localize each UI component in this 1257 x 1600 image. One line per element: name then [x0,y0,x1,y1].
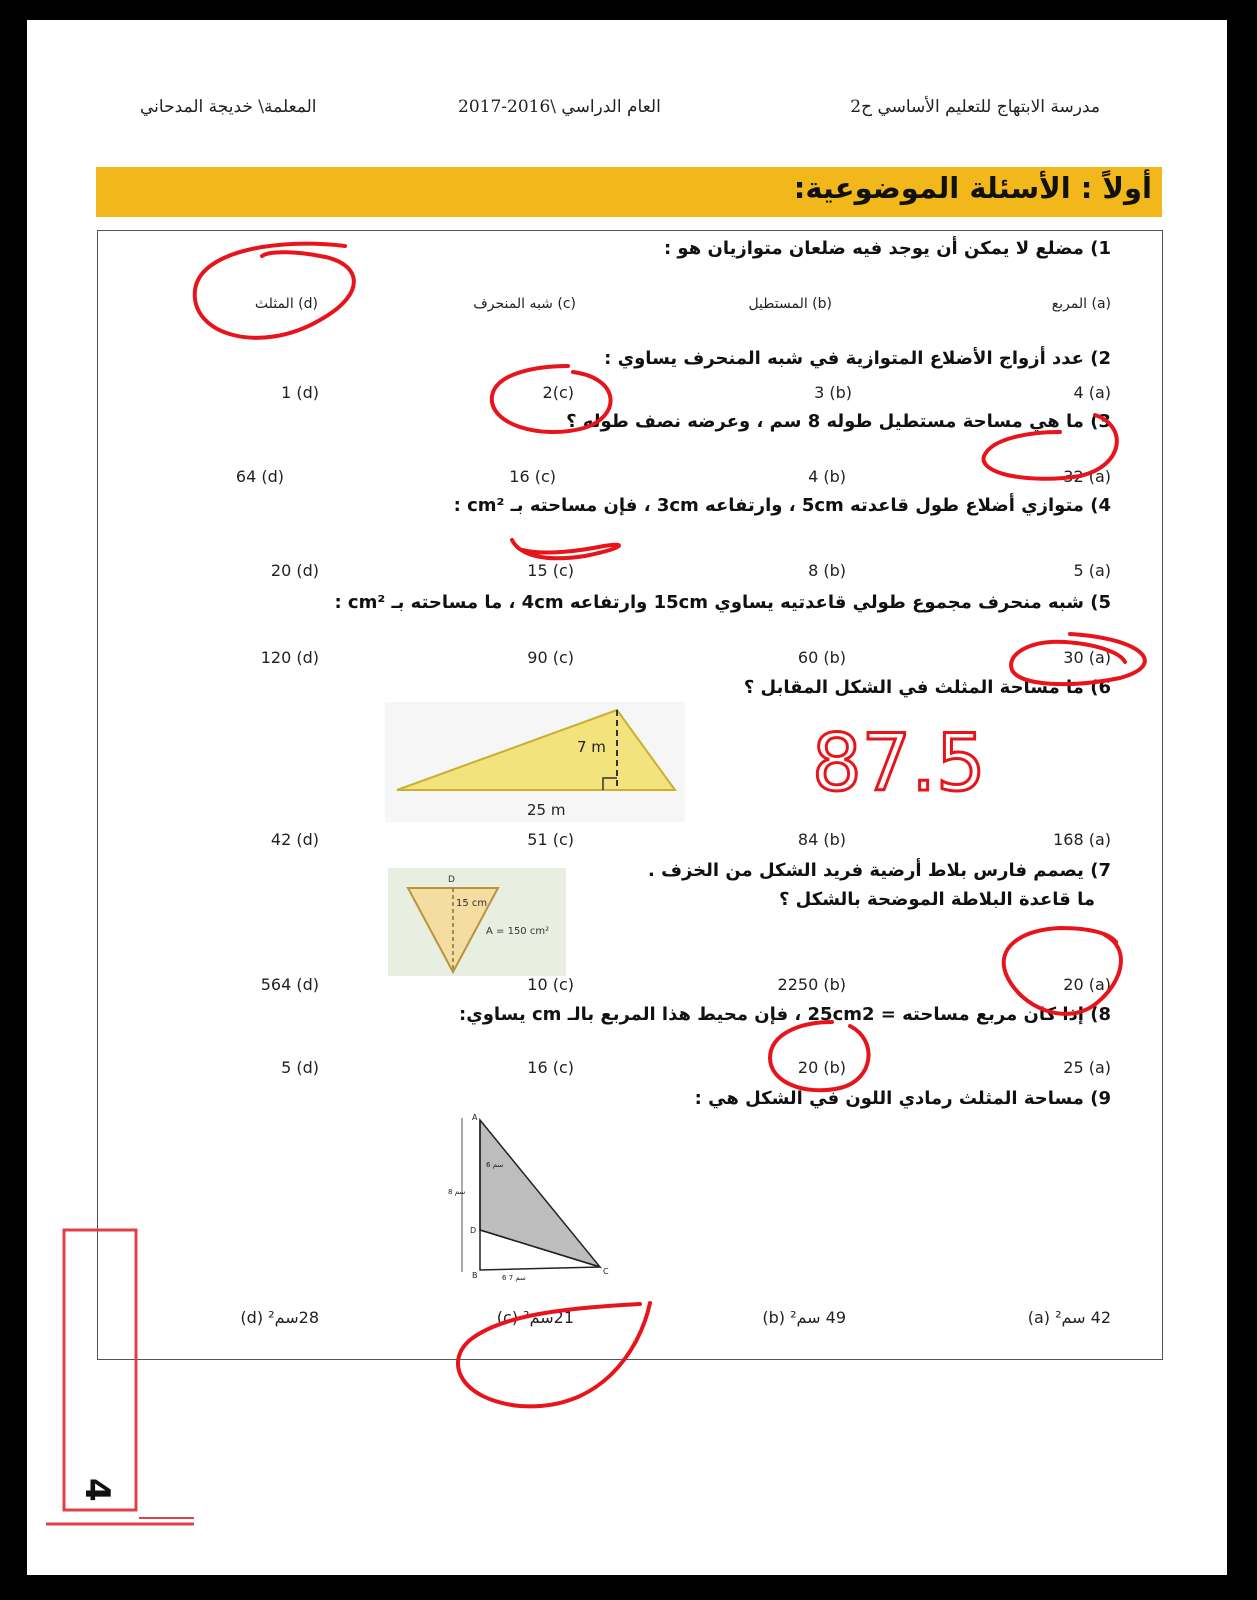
question-text: إذا كان مربع مساحته = 25cm2 ، فإن محيط هذا المربع بالـ cm يساوي: [459,1004,1084,1025]
question-number: 9) [1090,1088,1111,1109]
vertex-label: D [448,875,455,885]
answer-circle-q1 [195,244,354,338]
option-d[interactable]: 120 (d) [260,648,319,667]
question-text: ما مساحة المثلث في الشكل المقابل ؟ [743,677,1084,698]
option-a[interactable]: 5 (a) [1073,561,1111,580]
answer-circle-q9 [458,1303,650,1406]
option-d[interactable]: 28سم² (d) [240,1308,319,1327]
question-number: 8) [1090,1004,1111,1025]
option-a[interactable]: 32 (a) [1063,467,1111,486]
option-c[interactable]: 51 (c) [527,830,574,849]
option-b[interactable]: 8 (b) [808,561,846,580]
handwritten-answer-q6: 87.5 [812,719,986,809]
area-label: A = 150 cm² [486,926,550,937]
vertex-b: B [472,1271,478,1280]
option-d[interactable]: 5 (d) [281,1058,319,1077]
vertex-c: C [603,1267,609,1276]
height-label: 15 cm [456,898,488,909]
question-text: ما هي مساحة مستطيل طوله 8 سم ، وعرضه نصف طوله ؟ [566,411,1084,432]
question-number: 2) [1090,348,1111,369]
option-c[interactable]: 10 (c) [527,975,574,994]
option-b[interactable]: 20 (b) [797,1058,846,1077]
question-number: 5) [1090,592,1111,613]
answer-circle-q2 [492,366,611,432]
option-a[interactable]: 30 (a) [1063,648,1111,667]
option-a[interactable]: 4 (a) [1073,383,1111,402]
option-d[interactable]: 20 (d) [270,561,319,580]
option-b[interactable]: 84 (b) [797,830,846,849]
vertex-d: D [470,1226,477,1235]
option-b[interactable]: (b) المستطيل [748,296,832,312]
base-label: 6 سم 7 [502,1274,526,1282]
option-c[interactable]: 15 (c) [527,561,574,580]
question-number: 3) [1090,411,1111,432]
option-b[interactable]: 60 (b) [797,648,846,667]
answer-circle-q3 [984,415,1117,479]
question-number: 7) [1090,860,1111,881]
option-d[interactable]: 1 (d) [281,383,319,402]
section-title: أولاً : الأسئلة الموضوعية: [793,171,1152,205]
option-c[interactable]: 16 (c) [527,1058,574,1077]
question-text: متوازي أضلاع طول قاعدته 5cm ، وارتفاعه 3cm ، فإن مساحته بـ cm² : [453,495,1084,516]
option-c[interactable]: 16 (c) [509,467,556,486]
answer-circle-q7 [1004,928,1121,1014]
marker-box [64,1230,136,1510]
teacher-name: المعلمة\ خديجة المدحاني [140,97,317,117]
question-text: شبه منحرف مجموع طولي قاعدتيه يساوي 15cm وارتفاعه 4cm ، ما مساحته بـ cm² : [334,592,1084,613]
base-label: 25 m [527,801,566,819]
answer-circle-q8 [770,1022,869,1090]
option-d[interactable]: 64 (d) [235,467,284,486]
option-a[interactable]: 42 سم² (a) [1027,1308,1111,1327]
inner-label: 6 سم [486,1161,504,1169]
school-year: العام الدراسي \2016-2017 [458,97,661,117]
vertex-a: A [472,1113,478,1122]
option-b[interactable]: 2250 (b) [777,975,846,994]
question-text: مضلع لا يمكن أن يوجد فيه ضلعان متوازيان هو : [663,238,1084,259]
question-text: مساحة المثلث رمادي اللون في الشكل هي : [694,1088,1084,1109]
option-d[interactable]: 564 (d) [260,975,319,994]
question-text: يصمم فارس بلاط أرضية فريد الشكل من الخزف . [647,860,1084,881]
side-label: 8 سم [448,1188,466,1196]
school-name: مدرسة الابتهاج للتعليم الأساسي ح2 [850,97,1100,117]
option-c[interactable]: 90 (c) [527,648,574,667]
option-c[interactable]: (c) شبه المنحرف [473,296,576,312]
question-number: 4) [1090,495,1111,516]
question-text: عدد أزواج الأضلاع المتوازية في شبه المنحرف يساوي : [604,348,1084,369]
page-number: 4 [77,1478,117,1502]
question-number: 6) [1090,677,1111,698]
answer-mark-q4 [512,540,619,558]
option-d[interactable]: (d) المثلث [254,296,318,312]
option-c[interactable]: 2(c) [542,383,574,402]
option-d[interactable]: 42 (d) [270,830,319,849]
option-b[interactable]: 3 (b) [814,383,852,402]
option-a[interactable]: 168 (a) [1053,830,1111,849]
option-b[interactable]: 4 (b) [808,467,846,486]
option-a[interactable]: 20 (a) [1063,975,1111,994]
page-number-marker [44,1222,196,1532]
answer-circle-q5 [1011,634,1145,684]
height-label: 7 m [577,738,606,756]
question-number: 1) [1090,238,1111,259]
option-a[interactable]: (a) المربع [1051,296,1111,312]
option-c[interactable]: 21سم² (c) [496,1308,574,1327]
option-a[interactable]: 25 (a) [1063,1058,1111,1077]
option-b[interactable]: 49 سم² (b) [762,1308,846,1327]
question-7-line-2: ما قاعدة البلاطة الموضحة بالشكل ؟ [778,889,1095,910]
